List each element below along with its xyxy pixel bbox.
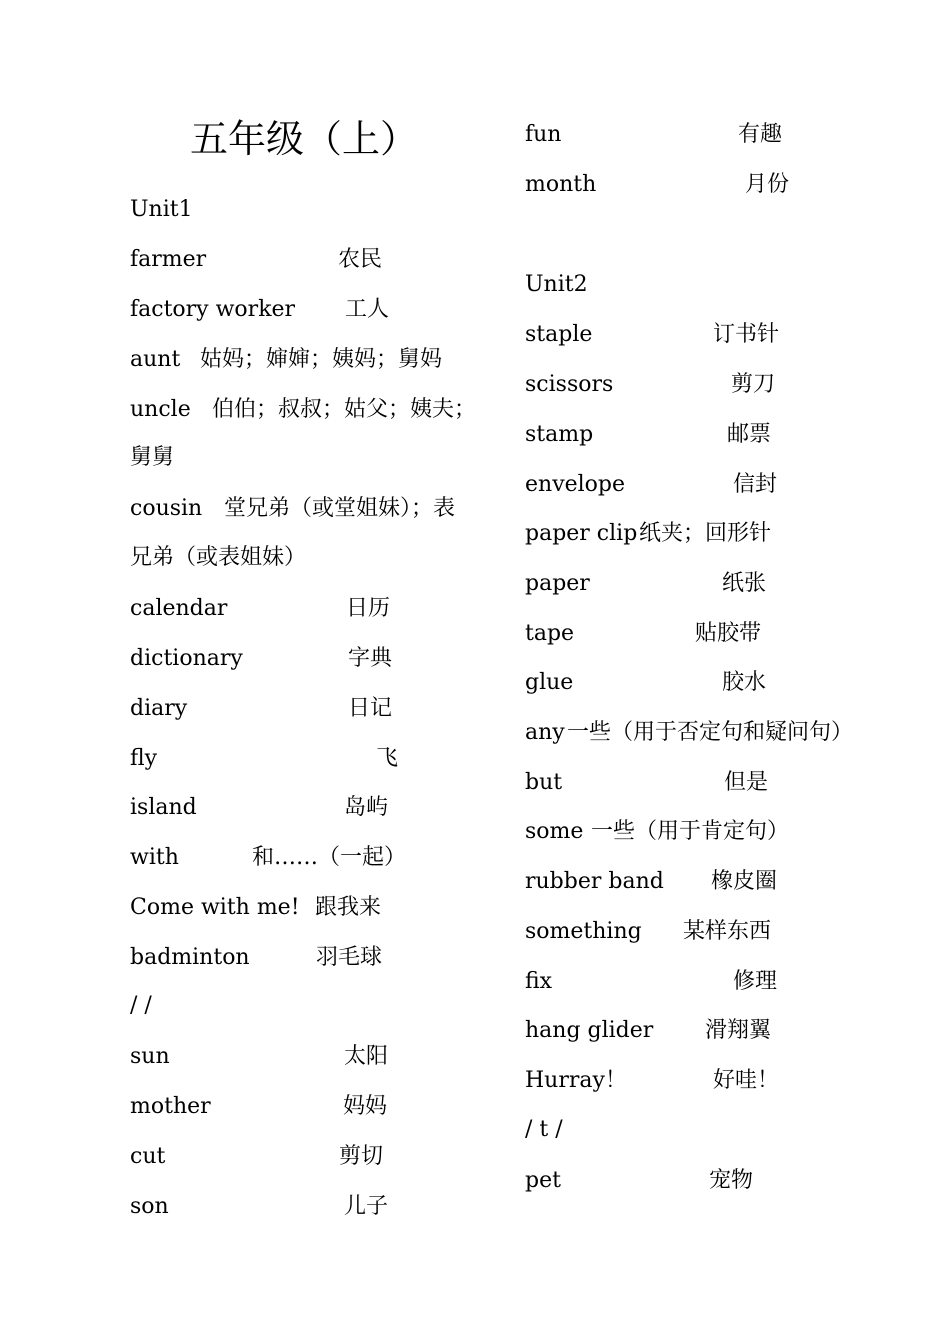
chinese-meaning: 工人 — [345, 297, 390, 322]
english-term: paper — [525, 571, 590, 596]
english-term: sun — [130, 1044, 170, 1069]
english-term: island — [130, 795, 197, 820]
english-term: cut — [130, 1144, 166, 1169]
chinese-meaning: 订书针 — [713, 322, 780, 347]
english-term: farmer — [130, 247, 207, 272]
chinese-meaning: 剪切 — [339, 1144, 384, 1169]
chinese-meaning: 日历 — [346, 596, 391, 621]
chinese-meaning: 胶水 — [722, 670, 767, 695]
chinese-meaning: 岛屿 — [344, 795, 389, 820]
chinese-meaning: 滑翔翼 — [705, 1018, 772, 1043]
english-term: something — [525, 919, 642, 944]
english-term: / t / — [525, 1117, 563, 1142]
english-term: diary — [130, 696, 188, 721]
english-term: fly — [130, 746, 158, 771]
chinese-meaning: 日记 — [348, 696, 393, 721]
chinese-meaning: 信封 — [733, 472, 778, 497]
chinese-meaning: 纸张 — [722, 571, 767, 596]
chinese-meaning: 橡皮圈 — [711, 869, 778, 894]
english-term: 兄弟（或表姐妹） — [130, 545, 307, 570]
chinese-meaning: 一些（用于否定句和疑问句） — [567, 720, 854, 745]
chinese-meaning: 和……（一起） — [252, 845, 407, 870]
chinese-meaning: 月份 — [745, 172, 790, 197]
english-term: some — [525, 819, 584, 844]
chinese-meaning: 好哇！ — [713, 1068, 780, 1093]
english-term: any — [525, 720, 565, 745]
english-term: but — [525, 770, 563, 795]
chinese-meaning: 一些（用于肯定句） — [591, 819, 790, 844]
chinese-meaning: 伯伯；叔叔；姑父；姨夫； — [212, 397, 477, 422]
chinese-meaning: 宠物 — [709, 1168, 754, 1193]
english-term: Unit1 — [130, 197, 193, 222]
chinese-meaning: 剪刀 — [731, 372, 776, 397]
chinese-meaning: 堂兄弟（或堂姐妹）；表 — [224, 496, 456, 521]
chinese-meaning: 修理 — [733, 969, 778, 994]
english-term: pet — [525, 1168, 561, 1193]
english-term: fix — [525, 969, 553, 994]
english-term: with — [130, 845, 179, 870]
english-term: Hurray！ — [525, 1068, 627, 1093]
english-term: tape — [525, 621, 575, 646]
english-term: hang glider — [525, 1018, 654, 1043]
chinese-meaning: 但是 — [724, 770, 769, 795]
chinese-meaning: 纸夹；回形针 — [639, 521, 772, 546]
chinese-meaning: 有趣 — [738, 122, 783, 147]
english-term: badminton — [130, 945, 250, 970]
english-term: scissors — [525, 372, 614, 397]
english-term: 舅舅 — [130, 445, 175, 470]
english-term: / / — [130, 993, 152, 1018]
chinese-meaning: 贴胶带 — [695, 621, 762, 646]
chinese-meaning: 姑妈；婶婶；姨妈；舅妈 — [200, 347, 443, 372]
chinese-meaning: 字典 — [348, 646, 393, 671]
chinese-meaning: 农民 — [338, 247, 383, 272]
chinese-meaning: 邮票 — [727, 422, 772, 447]
english-term: son — [130, 1194, 169, 1219]
chinese-meaning: 跟我来 — [315, 895, 382, 920]
english-term: month — [525, 172, 597, 197]
english-term: envelope — [525, 472, 626, 497]
english-term: staple — [525, 322, 593, 347]
chinese-meaning: 儿子 — [344, 1194, 389, 1219]
english-term: Unit2 — [525, 272, 588, 297]
english-term: cousin — [130, 496, 203, 521]
english-term: fun — [525, 122, 562, 147]
english-term: rubber band — [525, 869, 664, 894]
chinese-meaning: 某样东西 — [683, 919, 772, 944]
english-term: glue — [525, 670, 574, 695]
english-term: factory worker — [130, 297, 296, 322]
english-term: mother — [130, 1094, 211, 1119]
chinese-meaning: 妈妈 — [343, 1094, 388, 1119]
english-term: Come with me! — [130, 895, 300, 920]
english-term: stamp — [525, 422, 594, 447]
english-term: aunt — [130, 347, 181, 372]
english-term: uncle — [130, 397, 191, 422]
english-term: calendar — [130, 596, 228, 621]
page-title: 五年级（上） — [190, 117, 419, 161]
chinese-meaning: 飞 — [376, 746, 399, 771]
english-term: dictionary — [130, 646, 243, 671]
english-term: paper clip — [525, 521, 638, 546]
chinese-meaning: 羽毛球 — [316, 945, 383, 970]
chinese-meaning: 太阳 — [344, 1044, 389, 1069]
